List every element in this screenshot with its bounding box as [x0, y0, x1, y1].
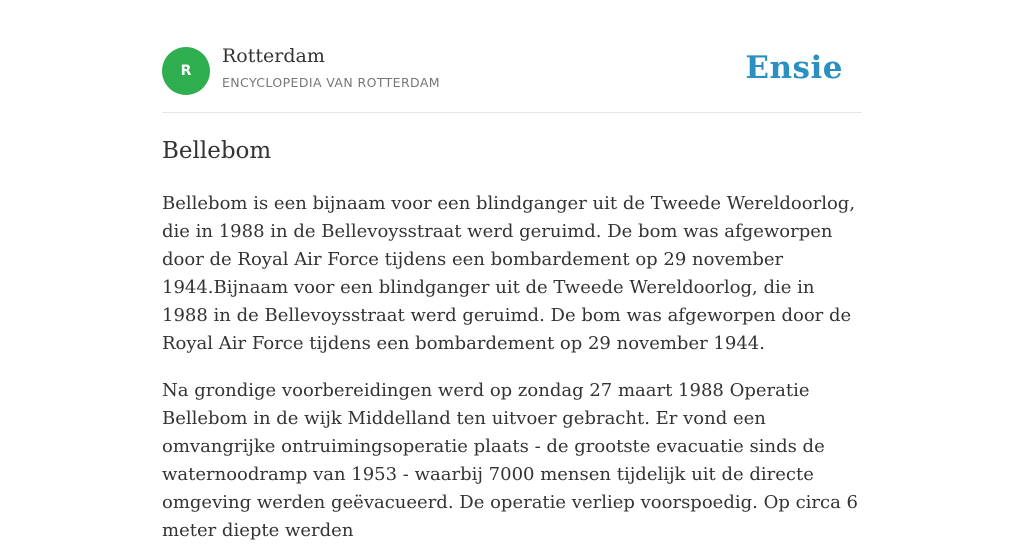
ensie-logo-link[interactable]: Ensie	[745, 50, 843, 86]
content-column	[162, 0, 862, 541]
article-paragraph-1: Bellebom is een bijnaam voor een blindganger uit de Tweede Wereldoorlog, die in 1988 in de Bellevoysstraat werd geruimd. De bom was afgeworpen door de Royal Air Force tijdens een bombardement op 29 november 1944.Bijnaam voor een blindganger uit de Tweede Wereldoorlog, die in 1988 in de Bellevoysstraat werd geruimd. De bom was afgeworpen door de Royal Air Force tijdens een bombardement op 29 november 1944.	[162, 193, 856, 354]
site-name-link[interactable]: Rotterdam	[222, 45, 325, 67]
avatar[interactable]: R	[162, 47, 210, 95]
article-paragraph-2: Na grondige voorbereidingen werd op zondag 27 maart 1988 Operatie Bellebom in de wijk Middelland ten uitvoer gebracht. Er vond een omvangrijke ontruimingsoperatie plaats - de grootste evacuatie sinds de waternoodramp van 1953 - waarbij 7000 mensen tijdelijk uit de directe omgeving werden geëvacueerd. De operatie verliep voorspoedig. Op circa 6 meter diepte werden	[162, 380, 858, 541]
page-title: Bellebom	[162, 138, 272, 164]
site-header	[162, 0, 862, 113]
article-body	[162, 190, 862, 545]
site-subtitle: ENCYCLOPEDIA VAN ROTTERDAM	[222, 75, 440, 90]
